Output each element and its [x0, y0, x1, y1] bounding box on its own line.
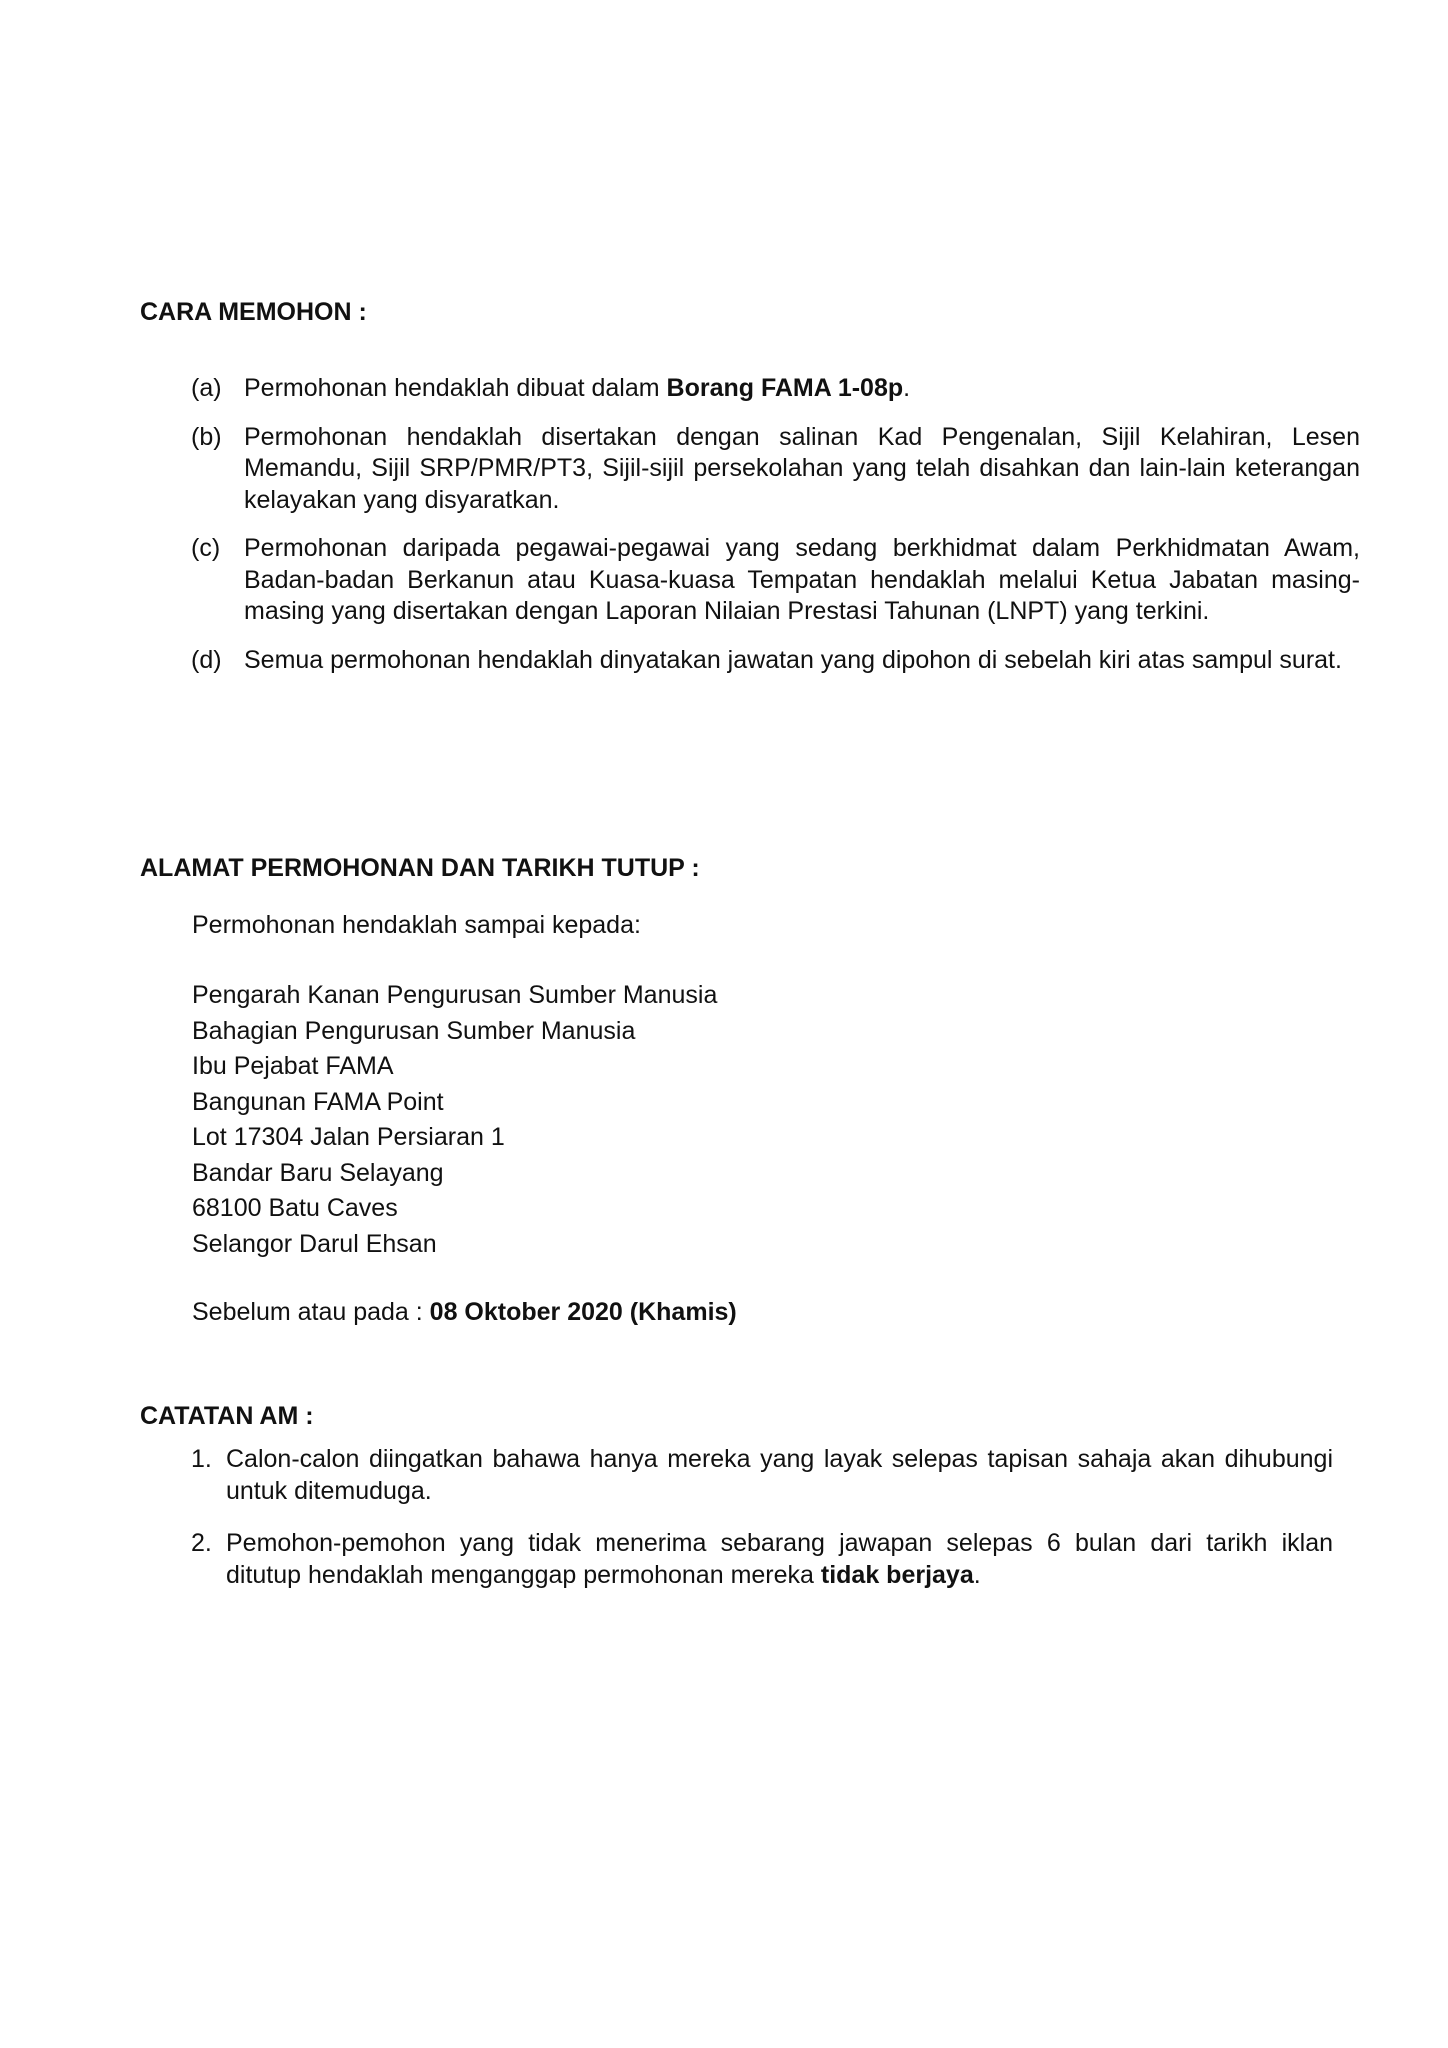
list-item	[140, 422, 1360, 517]
address-line: Lot 17304 Jalan Persiaran 1	[192, 1123, 505, 1151]
catatan-list	[140, 1444, 1333, 1612]
item-text-bold: tidak berjaya	[820, 1560, 974, 1589]
deadline-value: 08 Oktober 2020 (Khamis)	[429, 1298, 737, 1326]
deadline-label: Sebelum atau pada :	[192, 1298, 430, 1326]
list-marker: (a)	[191, 374, 222, 402]
alamat-intro: Permohonan hendaklah sampai kepada:	[192, 911, 641, 939]
address-line: Ibu Pejabat FAMA	[192, 1052, 394, 1080]
list-item	[140, 1528, 1333, 1591]
address-line: Selangor Darul Ehsan	[192, 1229, 437, 1258]
item-text-before: Pemohon-pemohon yang tidak menerima sebarang jawapan selepas 6 bulan dari tarikh iklan ditutup hendaklah menganggap permohonan mereka	[226, 1529, 1333, 1589]
item-text: Semua permohonan hendaklah dinyatakan jawatan yang dipohon di sebelah kiri atas sampul surat.	[244, 645, 1342, 674]
address-line: 68100 Batu Caves	[192, 1194, 398, 1222]
item-text-after: .	[973, 1560, 981, 1589]
catatan-heading: CATATAN AM :	[140, 1402, 314, 1430]
address-line: Bahagian Pengurusan Sumber Manusia	[192, 1016, 636, 1045]
cara-memohon-heading: CARA MEMOHON :	[140, 298, 367, 326]
item-text-before: Permohonan hendaklah dibuat dalam	[244, 374, 667, 402]
list-item	[140, 1444, 1333, 1507]
list-marker: (c)	[191, 534, 221, 562]
address-line: Bandar Baru Selayang	[192, 1158, 444, 1187]
list-item	[140, 645, 1360, 677]
item-text-after: .	[903, 374, 911, 402]
list-marker: 1.	[191, 1445, 212, 1473]
item-text: Permohonan daripada pegawai-pegawai yang sedang berkhidmat dalam Perkhidmatan Awam, Badan-badan Berkanun atau Kuasa-kuasa Tempatan hendaklah melalui Ketua Jabatan masing-masing yang disertakan dengan Laporan Nilaian Prestasi Tahunan (LNPT) yang terkini.	[244, 534, 1360, 625]
address-line: Bangunan FAMA Point	[192, 1087, 444, 1116]
alamat-heading: ALAMAT PERMOHONAN DAN TARIKH TUTUP :	[140, 854, 700, 882]
list-item	[140, 373, 1360, 405]
address-block	[192, 978, 717, 1262]
list-marker: 2.	[191, 1529, 212, 1557]
deadline	[192, 1296, 737, 1328]
cara-memohon-list	[140, 373, 1360, 693]
address-line: Pengarah Kanan Pengurusan Sumber Manusia	[192, 981, 718, 1009]
list-marker: (b)	[191, 422, 222, 451]
list-item	[140, 533, 1360, 628]
item-text-bold: Borang FAMA 1-08p	[666, 374, 904, 402]
item-text: Calon-calon diingatkan bahawa hanya mereka yang layak selepas tapisan sahaja akan dihubungi untuk ditemuduga.	[226, 1445, 1333, 1505]
list-marker: (d)	[191, 645, 222, 674]
item-text: Permohonan hendaklah disertakan dengan salinan Kad Pengenalan, Sijil Kelahiran, Lesen Memandu, Sijil SRP/PMR/PT3, Sijil-sijil persekolahan yang telah disahkan dan lain-lain keterangan kelayakan yang disyaratkan.	[244, 422, 1360, 514]
